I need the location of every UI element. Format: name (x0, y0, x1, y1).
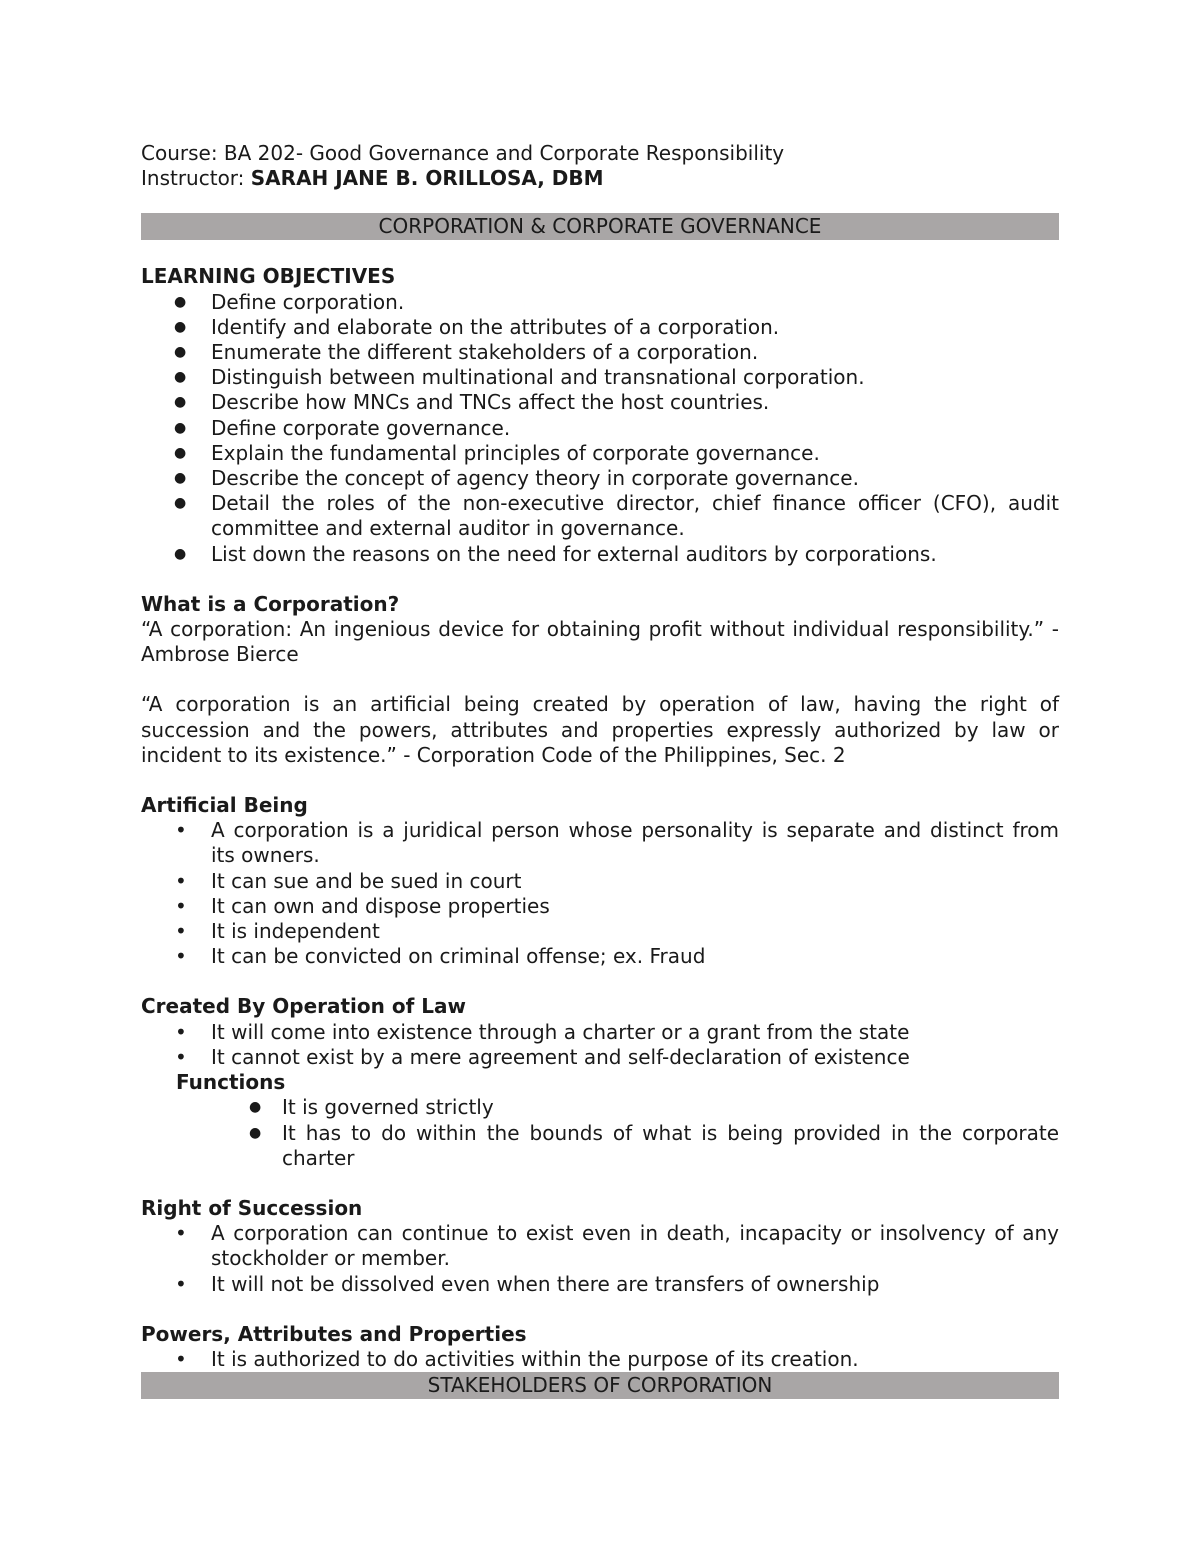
list-item: • It cannot exist by a mere agreement and self-declaration of existence (141, 1045, 1059, 1070)
quote-ambrose-bierce: “A corporation: An ingenious device for obtaining profit without individual responsibility.” - Ambrose Bierce (141, 617, 1059, 667)
quote-corporation-code: “A corporation is an artificial being created by operation of law, having the right of succession and the powers, attributes and properties expressly authorized by law or incident to its existence.” - Corporation Code of the Philippines, Sec. 2 (141, 692, 1059, 767)
list-item: ● Identify and elaborate on the attributes of a corporation. (141, 315, 1059, 340)
instructor-label: Instructor: (141, 166, 251, 191)
powers-list (141, 1347, 1059, 1372)
list-item: • A corporation can continue to exist even in death, incapacity or insolvency of any stockholder or member. (141, 1221, 1059, 1271)
list-item: ● Describe the concept of agency theory in corporate governance. (141, 466, 1059, 491)
course-label: Course: (141, 141, 224, 165)
list-item: • It is independent (141, 919, 1059, 944)
functions-list (141, 1095, 1059, 1171)
learning-objectives-heading: LEARNING OBJECTIVES (141, 264, 396, 289)
list-item: ● Define corporate governance. (141, 416, 1059, 441)
list-item: ● Distinguish between multinational and transnational corporation. (141, 365, 1059, 390)
operation-of-law-heading: Created By Operation of Law (141, 994, 466, 1019)
list-item: ● Describe how MNCs and TNCs affect the host countries. (141, 390, 1059, 415)
right-of-succession-list (141, 1221, 1059, 1297)
instructor-line (141, 166, 1059, 191)
list-item: • A corporation is a juridical person whose personality is separate and distinct from its owners. (141, 818, 1059, 868)
list-item: ● It has to do within the bounds of what is being provided in the corporate charter (141, 1121, 1059, 1171)
list-item: • It can own and dispose properties (141, 894, 1059, 919)
functions-heading: Functions (176, 1070, 286, 1095)
list-item: ● List down the reasons on the need for external auditors by corporations. (141, 542, 1059, 567)
course-line (141, 141, 1059, 166)
list-item: • It is authorized to do activities within the purpose of its creation. (141, 1347, 1059, 1372)
list-item: ● Enumerate the different stakeholders of a corporation. (141, 340, 1059, 365)
course-value: BA 202- Good Governance and Corporate Responsibility (223, 141, 785, 165)
section-banner-corporate-governance: CORPORATION & CORPORATE GOVERNANCE (141, 213, 1059, 240)
artificial-being-heading: Artificial Being (141, 793, 308, 818)
list-item: • It can be convicted on criminal offense; ex. Fraud (141, 944, 1059, 969)
list-item: ● Define corporation. (141, 290, 1059, 315)
list-item: • It will come into existence through a charter or a grant from the state (141, 1020, 1059, 1045)
list-item: • It will not be dissolved even when there are transfers of ownership (141, 1272, 1059, 1297)
operation-of-law-list (141, 1020, 1059, 1070)
list-item: ● It is governed strictly (141, 1095, 1059, 1120)
list-item: ● Explain the fundamental principles of corporate governance. (141, 441, 1059, 466)
powers-heading: Powers, Attributes and Properties (141, 1321, 527, 1346)
section-banner-stakeholders: STAKEHOLDERS OF CORPORATION (141, 1372, 1059, 1399)
list-item: • It can sue and be sued in court (141, 869, 1059, 894)
learning-objectives-list (141, 290, 1059, 567)
artificial-being-list (141, 818, 1059, 969)
right-of-succession-heading: Right of Succession (141, 1195, 363, 1220)
instructor-name: SARAH JANE B. ORILLOSA, DBM (250, 166, 604, 191)
document-page (141, 141, 1059, 1399)
list-item: ● Detail the roles of the non-executive director, chief finance officer (CFO), audit committee and external auditor in governance. (141, 491, 1059, 541)
what-is-corporation-heading: What is a Corporation? (141, 591, 400, 616)
